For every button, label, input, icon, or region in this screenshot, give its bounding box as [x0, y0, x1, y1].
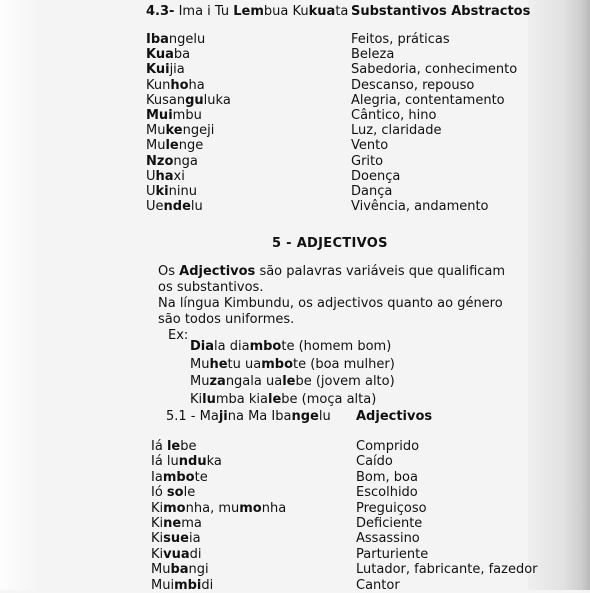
text-fragment: nha, mu: [185, 500, 240, 516]
kimbundu-adjective: [151, 501, 286, 516]
bold-syllable: so: [166, 485, 184, 501]
text-fragment: ta: [335, 4, 349, 19]
text-fragment: be (moça alta): [281, 391, 377, 407]
portuguese-adjective: Parturiente: [356, 546, 429, 562]
text-fragment: Ima i Tu: [174, 4, 234, 19]
bold-syllable: mbo: [261, 356, 294, 372]
bold-syllable: Nzo: [146, 153, 174, 169]
example-label: Ex:: [168, 328, 189, 343]
text-fragment: Kusan: [146, 92, 186, 108]
bold-syllable: ndu: [178, 454, 207, 470]
kimbundu-adjective: [151, 470, 286, 485]
bold-syllable: Mui: [146, 107, 173, 123]
bold-syllable: le: [166, 439, 181, 454]
kimbundu-term: [146, 184, 231, 199]
text-fragment: ngi: [188, 562, 209, 578]
text-fragment: xi: [173, 168, 185, 184]
bold-syllable: ke: [165, 123, 183, 139]
bold-syllable: mo: [239, 500, 262, 516]
text-fragment: Mui: [151, 577, 175, 593]
kimbundu-adjective: [151, 578, 286, 593]
text-fragment: lu: [318, 409, 331, 424]
bold-syllable: ne: [163, 515, 182, 531]
portuguese-meaning: Descanso, repouso: [351, 77, 475, 93]
portuguese-meaning: Dança: [351, 183, 393, 199]
portuguese-adjective: Deficiente: [356, 515, 423, 531]
bold-syllable: gu: [185, 92, 204, 108]
bold-syllable: Adjectivos: [179, 264, 256, 279]
text-fragment: Ue: [146, 199, 164, 215]
bold-syllable: le: [267, 391, 282, 407]
kimbundu-terms-list: [146, 32, 231, 214]
kimbundu-adjective: [151, 562, 286, 577]
portuguese-adjective: Caído: [356, 454, 393, 470]
bold-syllable: lu: [202, 391, 216, 407]
text-fragment: na Ma Iba: [227, 409, 292, 424]
text-fragment: Ki: [151, 546, 164, 562]
kimbundu-term: [146, 123, 231, 138]
text-fragment: Mu: [190, 356, 210, 372]
bold-syllable: mbo: [162, 469, 195, 485]
text-fragment: ngala ua: [225, 374, 283, 389]
portuguese-adjective: Escolhido: [356, 485, 418, 501]
text-fragment: ia: [188, 531, 201, 547]
bold-syllable: ha: [155, 168, 174, 184]
text-fragment: luka: [203, 92, 231, 108]
heading-text: [174, 4, 348, 19]
text-fragment: Ia: [151, 469, 163, 485]
section-number: 4.3-: [146, 4, 175, 19]
text-fragment: ma: [181, 515, 202, 531]
portuguese-meaning: Grito: [351, 153, 384, 169]
kimbundu-term: [146, 32, 231, 47]
text-fragment: Mu: [146, 123, 166, 139]
bold-syllable: mo: [163, 500, 186, 516]
text-fragment: Mu: [146, 138, 166, 154]
text-fragment: di: [189, 546, 202, 562]
bold-syllable: za: [209, 374, 226, 389]
text-fragment: le: [183, 485, 196, 501]
kimbundu-term: [146, 138, 231, 153]
text-fragment: Ki: [151, 531, 164, 547]
portuguese-meaning: Sabedoria, conhecimento: [351, 62, 518, 78]
section-4-3-heading: [146, 4, 348, 19]
text-fragment: ha: [188, 77, 205, 93]
text-fragment: U: [146, 183, 156, 199]
kimbundu-adjective: [151, 531, 286, 546]
kimbundu-term: [146, 93, 231, 108]
text-fragment: nha: [261, 500, 287, 516]
bold-syllable: mbi: [174, 577, 202, 593]
kimbundu-term: [146, 108, 231, 123]
kimbundu-term: [146, 47, 231, 62]
text-fragment: ba: [173, 47, 191, 63]
bold-syllable: he: [209, 356, 228, 372]
text-fragment: ninu: [168, 183, 197, 199]
bold-syllable: le: [282, 374, 296, 389]
bold-syllable: mbo: [249, 339, 282, 354]
portuguese-adjective: Preguiçoso: [356, 500, 427, 516]
kimbundu-term: [146, 154, 231, 169]
kimbundu-term: [146, 62, 231, 77]
examples-list: [190, 338, 395, 408]
kimbundu-adjective: [151, 454, 286, 469]
text-fragment: U: [146, 168, 156, 184]
bold-syllable: ji: [218, 409, 228, 424]
portuguese-meaning: Vivência, andamento: [351, 199, 489, 215]
portuguese-adjectives-list: [356, 439, 538, 593]
text-fragment: mbu: [172, 107, 202, 123]
kimbundu-adjectives-list: [151, 439, 286, 593]
bold-syllable: nge: [291, 409, 319, 424]
text-fragment: Os: [158, 264, 180, 279]
text-fragment: ngelu: [168, 32, 206, 47]
text-fragment: Ki: [151, 515, 164, 531]
portuguese-meaning: Beleza: [351, 47, 395, 63]
portuguese-meaning: Vento: [351, 138, 389, 154]
text-fragment: tu ua: [227, 356, 262, 372]
bold-syllable: kua: [308, 4, 336, 19]
bold-syllable: le: [165, 138, 179, 154]
portuguese-meaning: Alegria, contentamento: [351, 92, 505, 108]
text-fragment: Kun: [146, 77, 171, 93]
kimbundu-adjective: [151, 485, 286, 500]
portuguese-meaning: Luz, claridade: [351, 123, 442, 139]
text-fragment: Iá lu: [151, 454, 179, 470]
portuguese-adjective: Comprido: [356, 439, 420, 454]
text-fragment: te (homem bom): [281, 339, 392, 354]
text-fragment: nge: [178, 138, 204, 154]
kimbundu-term: [146, 78, 231, 93]
bold-syllable: sue: [163, 531, 189, 547]
bold-syllable: nde: [163, 199, 191, 215]
bold-syllable: Kua: [146, 47, 174, 63]
gender-uniformity-paragraph: Na língua Kimbundu, os adjectivos quanto ao género são todos uniformes.: [158, 296, 503, 327]
kimbundu-term: [146, 169, 231, 184]
text-fragment: la dia: [214, 339, 250, 354]
text-fragment: mba kia: [215, 391, 268, 407]
portuguese-meaning: Doença: [351, 168, 401, 184]
text-fragment: ka: [206, 454, 222, 470]
text-fragment: Ki: [151, 500, 164, 516]
text-fragment: te (boa mulher): [293, 356, 395, 372]
text-fragment: Mu: [151, 562, 171, 578]
portuguese-meaning: Feitos, práticas: [351, 32, 450, 47]
abstract-nouns-column-heading: Substantivos Abstractos: [351, 4, 531, 19]
text-fragment: lu: [190, 199, 203, 215]
text-fragment: nga: [173, 153, 198, 169]
text-fragment: Ki: [190, 391, 203, 407]
kimbundu-term: [146, 199, 231, 214]
bold-syllable: ba: [170, 562, 189, 578]
text-fragment: Ió: [151, 485, 167, 501]
section-5-1-heading: [166, 409, 331, 424]
example-phrase: [190, 391, 395, 409]
text-fragment: di: [201, 577, 214, 593]
page-left-margin: [0, 0, 40, 590]
text-fragment: Iá: [151, 439, 167, 454]
adjectives-definition-paragraph: [158, 264, 513, 295]
kimbundu-adjective: [151, 439, 286, 454]
section-5-title: 5 - ADJECTIVOS: [272, 236, 388, 251]
text-fragment: Mu: [190, 374, 210, 389]
example-phrase: [190, 338, 395, 356]
portuguese-meanings-list: [351, 32, 517, 214]
portuguese-meaning: Cântico, hino: [351, 107, 437, 123]
kimbundu-adjective: [151, 516, 286, 531]
example-phrase: [190, 356, 395, 374]
example-phrase: [190, 373, 395, 391]
bold-syllable: Lem: [233, 4, 264, 19]
bold-syllable: ki: [155, 183, 169, 199]
portuguese-adjective: Bom, boa: [356, 469, 418, 485]
bold-syllable: Kui: [146, 62, 170, 78]
text-fragment: te: [194, 469, 208, 485]
text-fragment: são palavras variáveis que qualificam os substantivos.: [158, 264, 506, 295]
text-fragment: be (jovem alto): [295, 374, 395, 389]
kimbundu-adjective: [151, 547, 286, 562]
bold-syllable: ho: [170, 77, 189, 93]
bold-syllable: vua: [163, 546, 190, 562]
portuguese-adjective: Lutador, fabricante, fazedor: [356, 562, 538, 578]
text-fragment: bua Ku: [263, 4, 309, 19]
adjectives-column-heading: Adjectivos: [356, 409, 433, 424]
text-fragment: be: [180, 439, 197, 454]
portuguese-adjective: Assassino: [356, 531, 420, 547]
portuguese-adjective: Cantor: [356, 577, 400, 593]
bold-syllable: Iba: [146, 32, 169, 47]
text-fragment: ngeji: [182, 123, 215, 139]
bold-syllable: Dia: [190, 339, 215, 354]
text-fragment: jia: [169, 62, 185, 78]
text-fragment: 5.1 - Ma: [166, 409, 219, 424]
